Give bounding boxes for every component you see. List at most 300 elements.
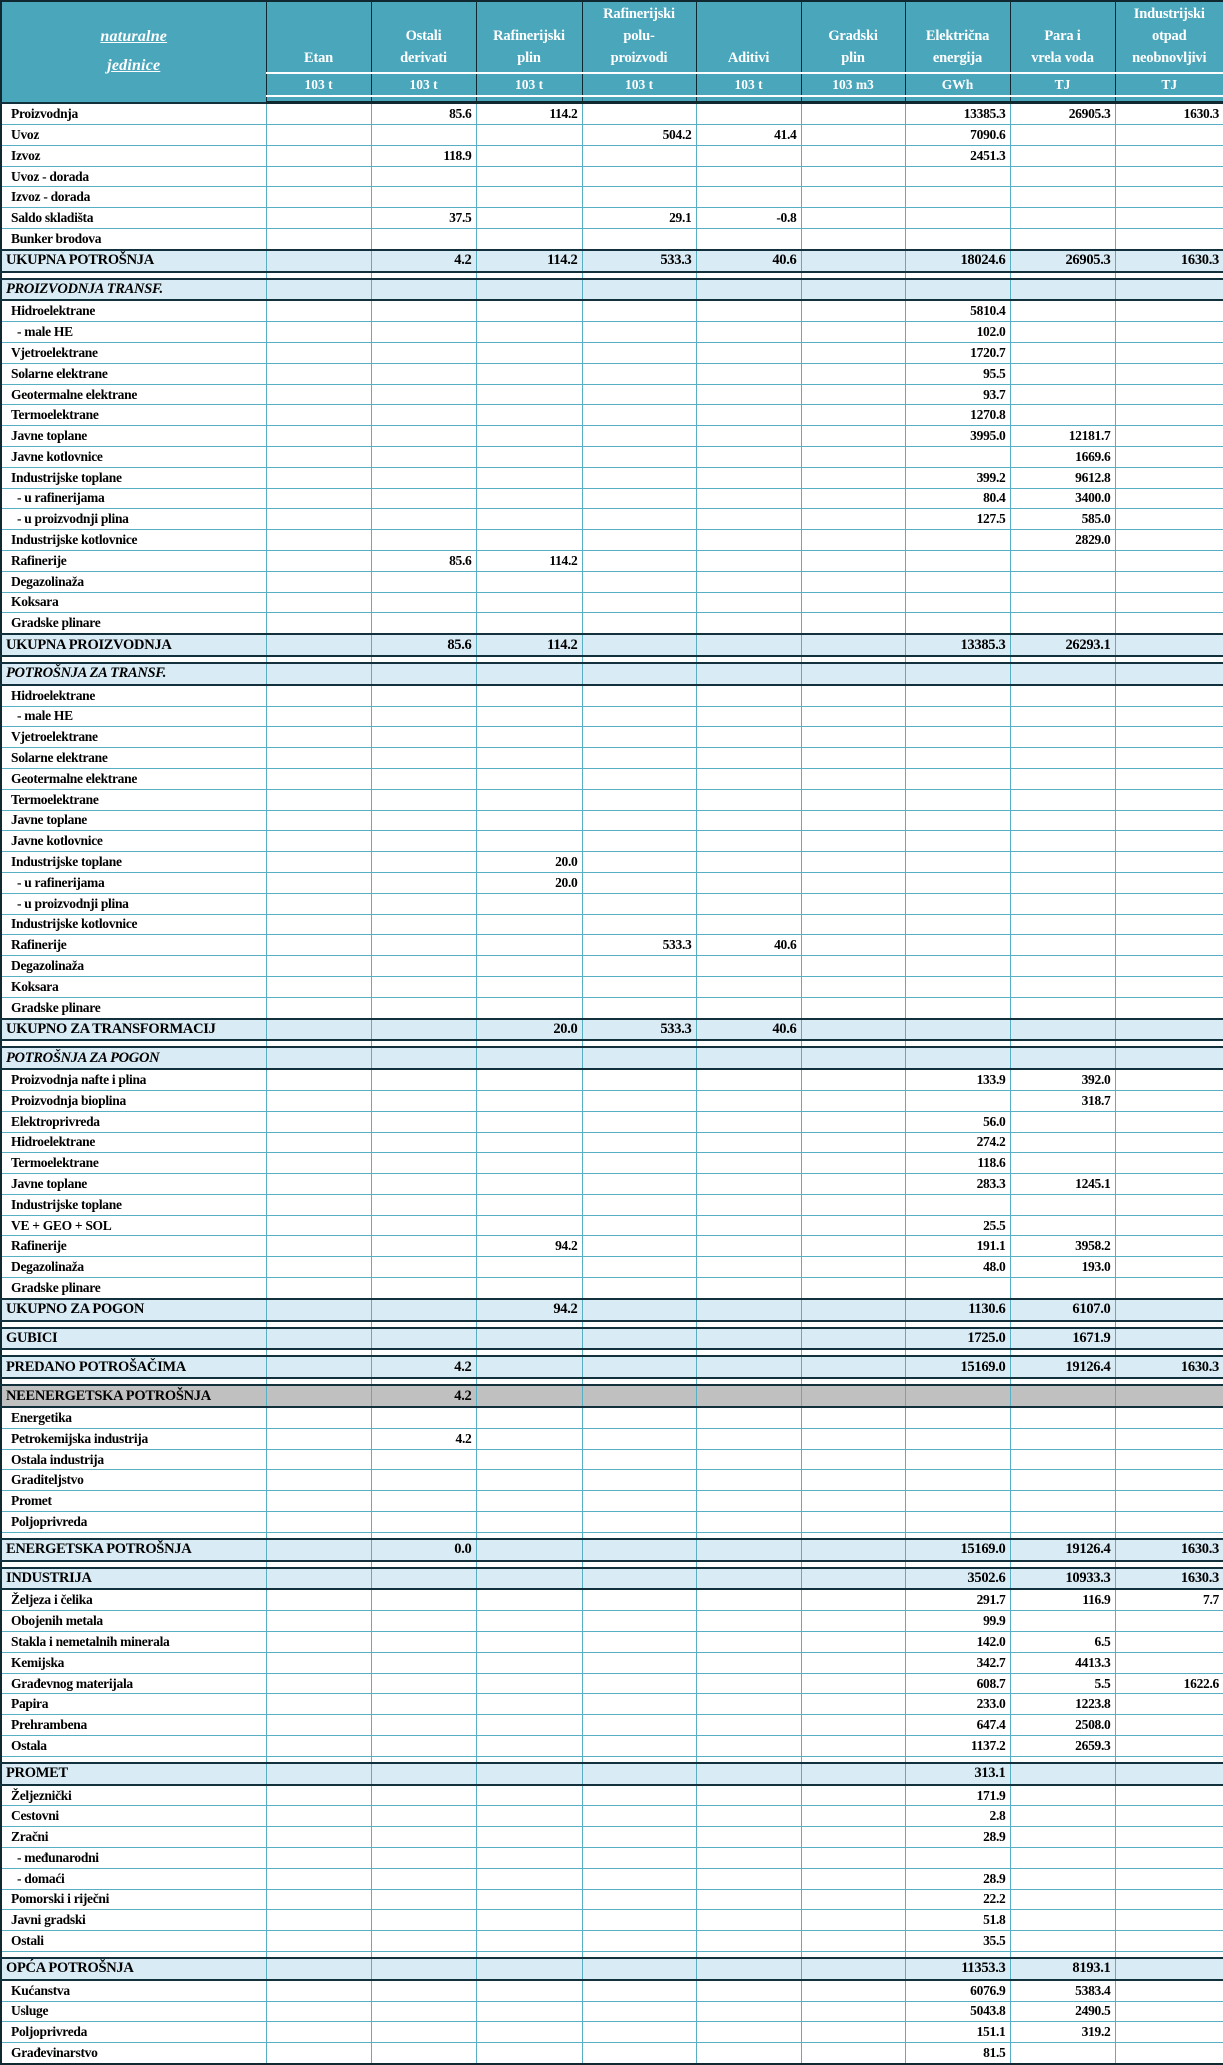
- value-cell: [266, 1236, 371, 1257]
- column-unit-6: GWh: [905, 73, 1010, 96]
- value-cell: [1115, 935, 1223, 956]
- value-cell: [1115, 592, 1223, 613]
- value-cell: 151.1: [905, 2022, 1010, 2043]
- value-cell: [476, 727, 582, 748]
- table-row: [1, 1328, 1223, 1350]
- value-cell: 127.5: [905, 509, 1010, 530]
- row-label: Vjetroelektrane: [1, 727, 266, 748]
- value-cell: [1115, 1889, 1223, 1910]
- spacer-cell: [371, 1321, 476, 1328]
- value-cell: 6.5: [1010, 1632, 1115, 1653]
- spacer-row: [1, 1378, 1223, 1385]
- value-cell: [1010, 145, 1115, 166]
- row-label: Solarne elektrane: [1, 363, 266, 384]
- value-cell: [1010, 1611, 1115, 1632]
- value-cell: [582, 1278, 696, 1299]
- table-row: [1, 1491, 1223, 1512]
- value-cell: [905, 831, 1010, 852]
- value-cell: [696, 1694, 801, 1715]
- value-cell: [801, 2043, 905, 2064]
- value-cell: 399.2: [905, 467, 1010, 488]
- value-cell: [1115, 634, 1223, 656]
- value-cell: [801, 997, 905, 1018]
- value-cell: [371, 363, 476, 384]
- value-cell: [801, 1174, 905, 1195]
- value-cell: [1010, 1785, 1115, 1806]
- value-cell: 85.6: [371, 103, 476, 125]
- value-cell: [696, 1568, 801, 1590]
- value-cell: 3995.0: [905, 426, 1010, 447]
- value-cell: [476, 748, 582, 769]
- value-cell: 26293.1: [1010, 634, 1115, 656]
- value-cell: [266, 1407, 371, 1428]
- value-cell: [476, 426, 582, 447]
- value-cell: 51.8: [905, 1910, 1010, 1931]
- value-cell: [582, 187, 696, 208]
- value-cell: [801, 1611, 905, 1632]
- value-cell: [1115, 1910, 1223, 1931]
- value-cell: [371, 1785, 476, 1806]
- value-cell: [582, 1806, 696, 1827]
- value-cell: [266, 1980, 371, 2001]
- value-cell: [582, 1299, 696, 1321]
- value-cell: [266, 488, 371, 509]
- value-cell: [801, 1673, 905, 1694]
- value-cell: [476, 488, 582, 509]
- row-label: Koksara: [1, 976, 266, 997]
- value-cell: [801, 1047, 905, 1069]
- value-cell: [801, 1236, 905, 1257]
- value-cell: [582, 1257, 696, 1278]
- value-cell: [801, 447, 905, 468]
- value-cell: [1010, 1132, 1115, 1153]
- value-cell: [1010, 343, 1115, 364]
- value-cell: [371, 1328, 476, 1350]
- row-label: - u rafinerijama: [1, 488, 266, 509]
- value-cell: [476, 1385, 582, 1407]
- value-cell: [801, 426, 905, 447]
- value-cell: 1630.3: [1115, 250, 1223, 272]
- spacer-cell: [266, 1561, 371, 1568]
- value-cell: [1115, 1470, 1223, 1491]
- spacer-cell: [582, 272, 696, 279]
- value-cell: [696, 530, 801, 551]
- value-cell: 1630.3: [1115, 1568, 1223, 1590]
- value-cell: [266, 1910, 371, 1931]
- value-cell: [905, 1385, 1010, 1407]
- value-cell: [476, 1806, 582, 1827]
- value-cell: [371, 300, 476, 321]
- value-cell: 11353.3: [905, 1958, 1010, 1980]
- value-cell: [905, 550, 1010, 571]
- value-cell: [801, 1980, 905, 2001]
- spacer-cell: [696, 656, 801, 663]
- value-cell: [1115, 145, 1223, 166]
- value-cell: [801, 384, 905, 405]
- spacer-cell: [801, 1349, 905, 1356]
- value-cell: [371, 1019, 476, 1041]
- table-row: [1, 1868, 1223, 1889]
- value-cell: [696, 1491, 801, 1512]
- value-cell: [696, 613, 801, 634]
- value-cell: [696, 1090, 801, 1111]
- value-cell: [371, 1715, 476, 1736]
- table-row: [1, 1449, 1223, 1470]
- value-cell: [1115, 1980, 1223, 2001]
- value-cell: 6107.0: [1010, 1299, 1115, 1321]
- value-cell: [1115, 748, 1223, 769]
- table-row: [1, 1090, 1223, 1111]
- value-cell: [476, 706, 582, 727]
- value-cell: [582, 1407, 696, 1428]
- value-cell: [266, 166, 371, 187]
- spacer-row: [1, 272, 1223, 279]
- column-header-2: [476, 1, 582, 73]
- row-label: Javne kotlovnice: [1, 831, 266, 852]
- value-cell: 533.3: [582, 935, 696, 956]
- value-cell: [371, 1194, 476, 1215]
- row-label: - domaći: [1, 1868, 266, 1889]
- value-cell: 608.7: [905, 1673, 1010, 1694]
- value-cell: [582, 1328, 696, 1350]
- row-label: Termoelektrane: [1, 789, 266, 810]
- table-row: [1, 914, 1223, 935]
- value-cell: [801, 1715, 905, 1736]
- value-cell: [1115, 1153, 1223, 1174]
- value-cell: [1010, 1889, 1115, 1910]
- value-cell: [1010, 789, 1115, 810]
- value-cell: 313.1: [905, 1763, 1010, 1785]
- value-cell: [266, 685, 371, 706]
- value-cell: [582, 279, 696, 301]
- value-cell: 40.6: [696, 250, 801, 272]
- row-label: Rafinerije: [1, 1236, 266, 1257]
- value-cell: [476, 125, 582, 146]
- value-cell: [266, 1385, 371, 1407]
- value-cell: [1115, 1785, 1223, 1806]
- value-cell: [696, 1407, 801, 1428]
- value-cell: [1010, 1827, 1115, 1848]
- value-cell: [582, 1090, 696, 1111]
- value-cell: [905, 956, 1010, 977]
- row-label: Koksara: [1, 592, 266, 613]
- row-label: Geotermalne elektrane: [1, 384, 266, 405]
- column-header-1: [371, 1, 476, 73]
- value-cell: [582, 426, 696, 447]
- value-cell: [696, 550, 801, 571]
- value-cell: [696, 706, 801, 727]
- value-cell: [371, 1215, 476, 1236]
- value-cell: [1010, 1278, 1115, 1299]
- value-cell: [371, 166, 476, 187]
- value-cell: [696, 663, 801, 685]
- value-cell: [696, 1931, 801, 1952]
- value-cell: [801, 685, 905, 706]
- value-cell: 133.9: [905, 1069, 1010, 1090]
- column-header-line: Etan: [303, 49, 333, 66]
- value-cell: [1115, 1736, 1223, 1757]
- value-cell: [905, 872, 1010, 893]
- value-cell: [1010, 363, 1115, 384]
- value-cell: [1010, 768, 1115, 789]
- value-cell: [905, 1278, 1010, 1299]
- value-cell: [266, 1194, 371, 1215]
- value-cell: [266, 1673, 371, 1694]
- spacer-cell: [801, 1321, 905, 1328]
- value-cell: [905, 685, 1010, 706]
- value-cell: [266, 145, 371, 166]
- value-cell: [696, 1215, 801, 1236]
- value-cell: [1115, 1827, 1223, 1848]
- table-row: [1, 1047, 1223, 1069]
- value-cell: [696, 447, 801, 468]
- value-cell: [582, 1470, 696, 1491]
- column-header-line: derivati: [400, 49, 447, 66]
- value-cell: [371, 1491, 476, 1512]
- spacer-cell: [696, 1040, 801, 1047]
- row-label: Obojenih metala: [1, 1611, 266, 1632]
- value-cell: [476, 685, 582, 706]
- row-label: UKUPNA POTROŠNJA: [1, 250, 266, 272]
- value-cell: [696, 384, 801, 405]
- value-cell: [476, 956, 582, 977]
- value-cell: [696, 1385, 801, 1407]
- row-label: Cestovni: [1, 1806, 266, 1827]
- value-cell: [371, 187, 476, 208]
- value-cell: [266, 1632, 371, 1653]
- value-cell: [801, 1385, 905, 1407]
- table-row: [1, 1980, 1223, 2001]
- row-label: Graditeljstvo: [1, 1470, 266, 1491]
- value-cell: [582, 956, 696, 977]
- value-cell: [266, 748, 371, 769]
- value-cell: [905, 187, 1010, 208]
- value-cell: 6076.9: [905, 1980, 1010, 2001]
- spacer-cell: [476, 1349, 582, 1356]
- value-cell: [582, 300, 696, 321]
- column-header-line: plin: [841, 49, 865, 66]
- table-row: [1, 1470, 1223, 1491]
- value-cell: [801, 1958, 905, 1980]
- value-cell: [696, 509, 801, 530]
- value-cell: [476, 1589, 582, 1610]
- spacer-cell: [801, 272, 905, 279]
- value-cell: [371, 343, 476, 364]
- row-label: Usluge: [1, 2001, 266, 2022]
- value-cell: [1010, 893, 1115, 914]
- value-cell: [582, 1931, 696, 1952]
- value-cell: [371, 229, 476, 250]
- value-cell: [582, 1194, 696, 1215]
- spacer-cell: [1010, 1321, 1115, 1328]
- column-unit-1: 103 t: [371, 73, 476, 96]
- value-cell: [1115, 872, 1223, 893]
- table-row: [1, 852, 1223, 873]
- value-cell: [582, 405, 696, 426]
- value-cell: [476, 1428, 582, 1449]
- value-cell: [801, 748, 905, 769]
- column-header-line: Aditivi: [727, 49, 770, 66]
- value-cell: [1010, 976, 1115, 997]
- row-label: Ostala industrija: [1, 1449, 266, 1470]
- value-cell: [476, 2043, 582, 2064]
- value-cell: [1010, 1407, 1115, 1428]
- value-cell: [801, 1736, 905, 1757]
- value-cell: [696, 1047, 801, 1069]
- value-cell: [582, 229, 696, 250]
- value-cell: 3400.0: [1010, 488, 1115, 509]
- value-cell: [582, 1356, 696, 1378]
- value-cell: [371, 1763, 476, 1785]
- value-cell: [582, 1827, 696, 1848]
- value-cell: 193.0: [1010, 1257, 1115, 1278]
- value-cell: [1115, 727, 1223, 748]
- spacer-cell: [371, 1040, 476, 1047]
- value-cell: [696, 1449, 801, 1470]
- value-cell: [905, 1449, 1010, 1470]
- row-label: Kućanstva: [1, 1980, 266, 2001]
- table-row: [1, 1407, 1223, 1428]
- value-cell: 114.2: [476, 550, 582, 571]
- value-cell: [266, 1428, 371, 1449]
- value-cell: [476, 322, 582, 343]
- value-cell: [905, 447, 1010, 468]
- spacer-cell: [266, 1378, 371, 1385]
- value-cell: [1010, 229, 1115, 250]
- value-cell: [582, 997, 696, 1018]
- row-label: Hidroelektrane: [1, 1132, 266, 1153]
- value-cell: 15169.0: [905, 1356, 1010, 1378]
- value-cell: [801, 727, 905, 748]
- row-label: ENERGETSKA POTROŠNJA: [1, 1539, 266, 1561]
- row-label: Degazolinaža: [1, 956, 266, 977]
- spacer-cell: [696, 1378, 801, 1385]
- table-row: [1, 467, 1223, 488]
- value-cell: [696, 1736, 801, 1757]
- value-cell: [371, 956, 476, 977]
- table-row: [1, 1257, 1223, 1278]
- value-cell: [371, 768, 476, 789]
- value-cell: 171.9: [905, 1785, 1010, 1806]
- table-row: [1, 976, 1223, 997]
- value-cell: [905, 1407, 1010, 1428]
- row-label: Termoelektrane: [1, 405, 266, 426]
- row-label: Javne toplane: [1, 426, 266, 447]
- value-cell: [696, 2001, 801, 2022]
- column-header-line: Gradski: [828, 27, 878, 44]
- value-cell: [1115, 1174, 1223, 1195]
- table-row: [1, 279, 1223, 301]
- value-cell: [905, 789, 1010, 810]
- value-cell: [1115, 1632, 1223, 1653]
- value-cell: 9612.8: [1010, 467, 1115, 488]
- value-cell: [266, 2001, 371, 2022]
- value-cell: [696, 1785, 801, 1806]
- value-cell: [905, 1512, 1010, 1533]
- value-cell: [696, 592, 801, 613]
- value-cell: 8193.1: [1010, 1958, 1115, 1980]
- table-row: [1, 208, 1223, 229]
- value-cell: [582, 1694, 696, 1715]
- row-label: Industrijske toplane: [1, 852, 266, 873]
- value-cell: [801, 1694, 905, 1715]
- value-cell: [476, 831, 582, 852]
- value-cell: [905, 976, 1010, 997]
- value-cell: [476, 1611, 582, 1632]
- value-cell: [1115, 685, 1223, 706]
- value-cell: [696, 467, 801, 488]
- spacer-cell: [1115, 1321, 1223, 1328]
- spacer-cell: [1, 1561, 266, 1568]
- value-cell: [1115, 363, 1223, 384]
- value-cell: -0.8: [696, 208, 801, 229]
- value-cell: [696, 300, 801, 321]
- value-cell: [801, 634, 905, 656]
- value-cell: [801, 592, 905, 613]
- spacer-cell: [582, 1321, 696, 1328]
- value-cell: [582, 1611, 696, 1632]
- spacer-cell: [905, 1349, 1010, 1356]
- value-cell: [801, 1356, 905, 1378]
- value-cell: [371, 1736, 476, 1757]
- value-cell: [801, 768, 905, 789]
- value-cell: [476, 592, 582, 613]
- table-row: [1, 1806, 1223, 1827]
- value-cell: [476, 1194, 582, 1215]
- value-cell: [476, 300, 582, 321]
- row-label: Poljoprivreda: [1, 2022, 266, 2043]
- value-cell: 3958.2: [1010, 1236, 1115, 1257]
- row-label: Solarne elektrane: [1, 748, 266, 769]
- spacer-cell: [1115, 1378, 1223, 1385]
- value-cell: [1115, 914, 1223, 935]
- value-cell: [696, 405, 801, 426]
- value-cell: [266, 1931, 371, 1952]
- value-cell: 20.0: [476, 1019, 582, 1041]
- value-cell: [582, 1910, 696, 1931]
- value-cell: [696, 914, 801, 935]
- value-cell: [696, 1715, 801, 1736]
- value-cell: [1010, 852, 1115, 873]
- value-cell: [1115, 768, 1223, 789]
- value-cell: [801, 322, 905, 343]
- value-cell: [266, 727, 371, 748]
- value-cell: [801, 229, 905, 250]
- row-label: Papira: [1, 1694, 266, 1715]
- row-label: OPĆA POTROŠNJA: [1, 1958, 266, 1980]
- value-cell: [696, 187, 801, 208]
- value-cell: [1010, 2043, 1115, 2064]
- row-label: Ostali: [1, 1931, 266, 1952]
- value-cell: [582, 1428, 696, 1449]
- value-cell: [696, 1512, 801, 1533]
- row-label: VE + GEO + SOL: [1, 1215, 266, 1236]
- table-row: [1, 1278, 1223, 1299]
- value-cell: [801, 613, 905, 634]
- table-header: [1, 1, 1223, 103]
- value-cell: 22.2: [905, 1889, 1010, 1910]
- value-cell: [1010, 1512, 1115, 1533]
- value-cell: [582, 571, 696, 592]
- row-label: - u proizvodnji plina: [1, 893, 266, 914]
- value-cell: 80.4: [905, 488, 1010, 509]
- value-cell: [476, 1931, 582, 1952]
- row-label: Degazolinaža: [1, 571, 266, 592]
- value-cell: 1630.3: [1115, 1539, 1223, 1561]
- value-cell: [1010, 208, 1115, 229]
- spacer-cell: [371, 656, 476, 663]
- row-label: Elektroprivreda: [1, 1111, 266, 1132]
